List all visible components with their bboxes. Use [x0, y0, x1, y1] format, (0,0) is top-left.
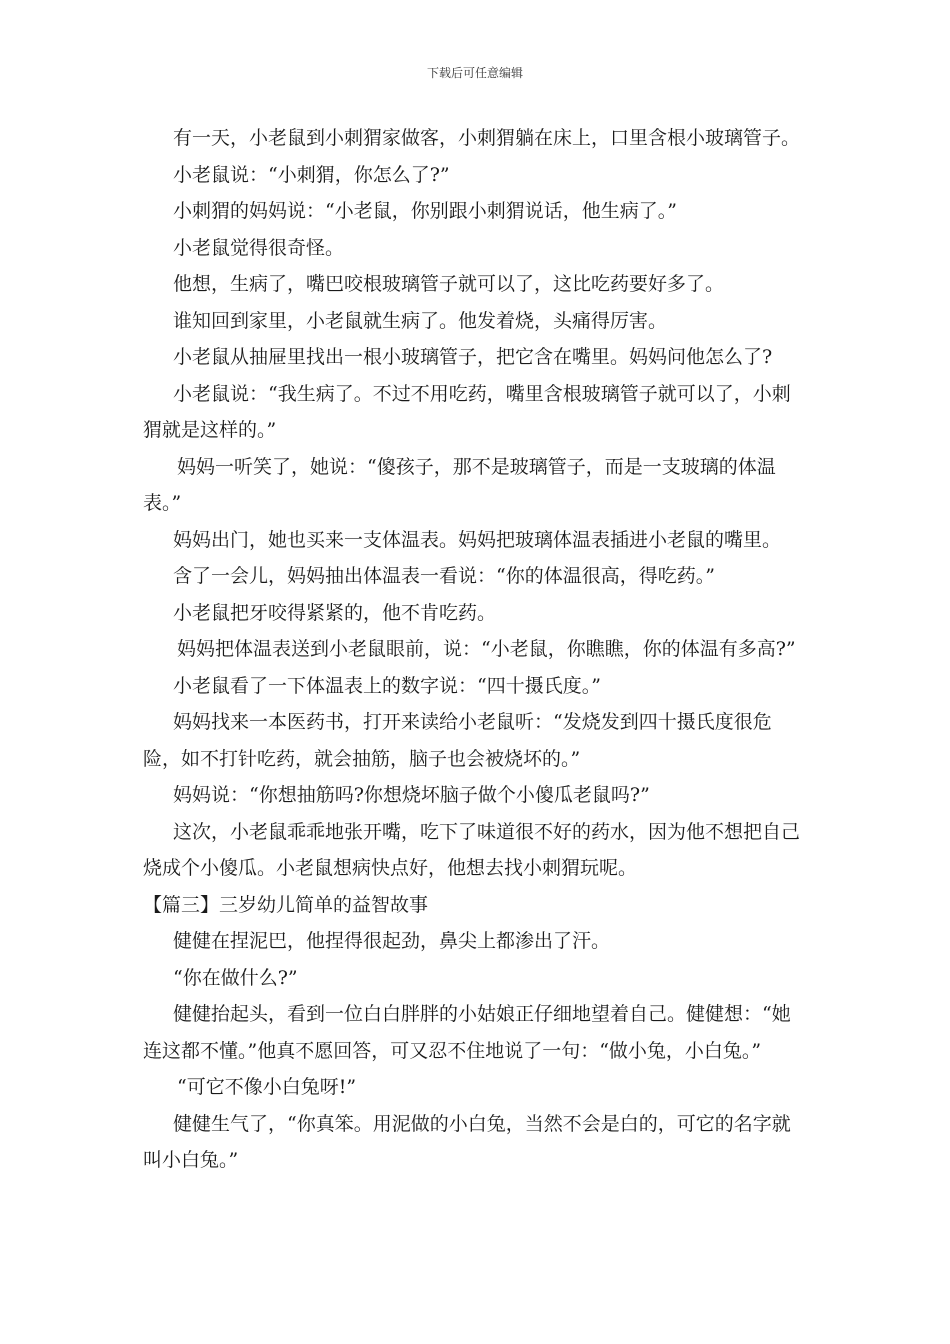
paragraph: 健健生气了，“你真笨。用泥做的小白兔，当然不会是白的，可它的名字就叫小白兔。” — [143, 1112, 791, 1171]
paragraph: 妈妈一听笑了，她说：“傻孩子，那不是玻璃管子，而是一支玻璃的体温表。” — [143, 455, 776, 514]
paragraph: 健健抬起头，看到一位白白胖胖的小姑娘正仔细地望着自己。健健想：“她连这都不懂。”他真不愿回答，可又忍不住地说了一句：“做小兔，小白兔。” — [143, 1003, 791, 1062]
paragraph: 这次，小老鼠乖乖地张开嘴，吃下了味道很不好的药水，因为他不想把自己烧成个小傻瓜。小老鼠想病快点好，他想去找小刺猬玩呢。 — [143, 820, 801, 879]
paragraph: 他想，生病了，嘴巴咬根玻璃管子就可以了，这比吃药要好多了。 — [173, 273, 725, 295]
paragraph: 小老鼠把牙咬得紧紧的，他不肯吃药。 — [173, 601, 497, 624]
paragraph: 小老鼠觉得很奇怪。 — [173, 236, 345, 259]
paragraph: 健健在捏泥巴，他捏得很起劲，鼻尖上都渗出了汗。 — [173, 930, 611, 952]
paragraph: 谁知回到家里，小老鼠就生病了。他发着烧，头痛得厉害。 — [173, 309, 668, 332]
paragraph: 小刺猬的妈妈说：“小老鼠，你别跟小刺猬说话，他生病了。” — [173, 200, 677, 222]
paragraph: 小老鼠说：“我生病了。不过不用吃药，嘴里含根玻璃管子就可以了，小刺猬就是这样的。” — [143, 382, 791, 441]
paragraph: 妈妈把体温表送到小老鼠眼前，说：“小老鼠，你瞧瞧，你的体温有多高?” — [177, 638, 796, 660]
paragraph: 妈妈说：“你想抽筋吗?你想烧坏脑子做个小傻瓜老鼠吗?” — [173, 784, 650, 806]
document-body — [143, 120, 807, 1179]
section-heading: 【篇三】三岁幼儿简单的益智故事 — [143, 893, 429, 916]
page-header: 下载后可任意编辑 — [426, 66, 523, 80]
paragraph: 小老鼠从抽屉里找出一根小玻璃管子，把它含在嘴里。妈妈问他怎么了? — [173, 346, 773, 368]
paragraph: “你在做什么?” — [173, 966, 298, 989]
paragraph: 小老鼠看了一下体温表上的数字说：“四十摄氏度。” — [173, 674, 601, 697]
paragraph: 含了一会儿，妈妈抽出体温表一看说：“你的体温很高，得吃药。” — [173, 565, 715, 587]
paragraph: 妈妈出门，她也买来一支体温表。妈妈把玻璃体温表插进小老鼠的嘴里。 — [173, 528, 782, 551]
paragraph: “可它不像小白兔呀!” — [177, 1076, 357, 1098]
paragraph: 有一天，小老鼠到小刺猬家做客，小刺猬躺在床上，口里含根小玻璃管子。 — [173, 127, 801, 149]
paragraph: 妈妈找来一本医药书，打开来读给小老鼠听：“发烧发到四十摄氏度很危险，如不打针吃药，就会抽筋，脑子也会被烧坏的。” — [143, 711, 772, 770]
paragraph: 小老鼠说：“小刺猬，你怎么了?” — [173, 163, 450, 186]
